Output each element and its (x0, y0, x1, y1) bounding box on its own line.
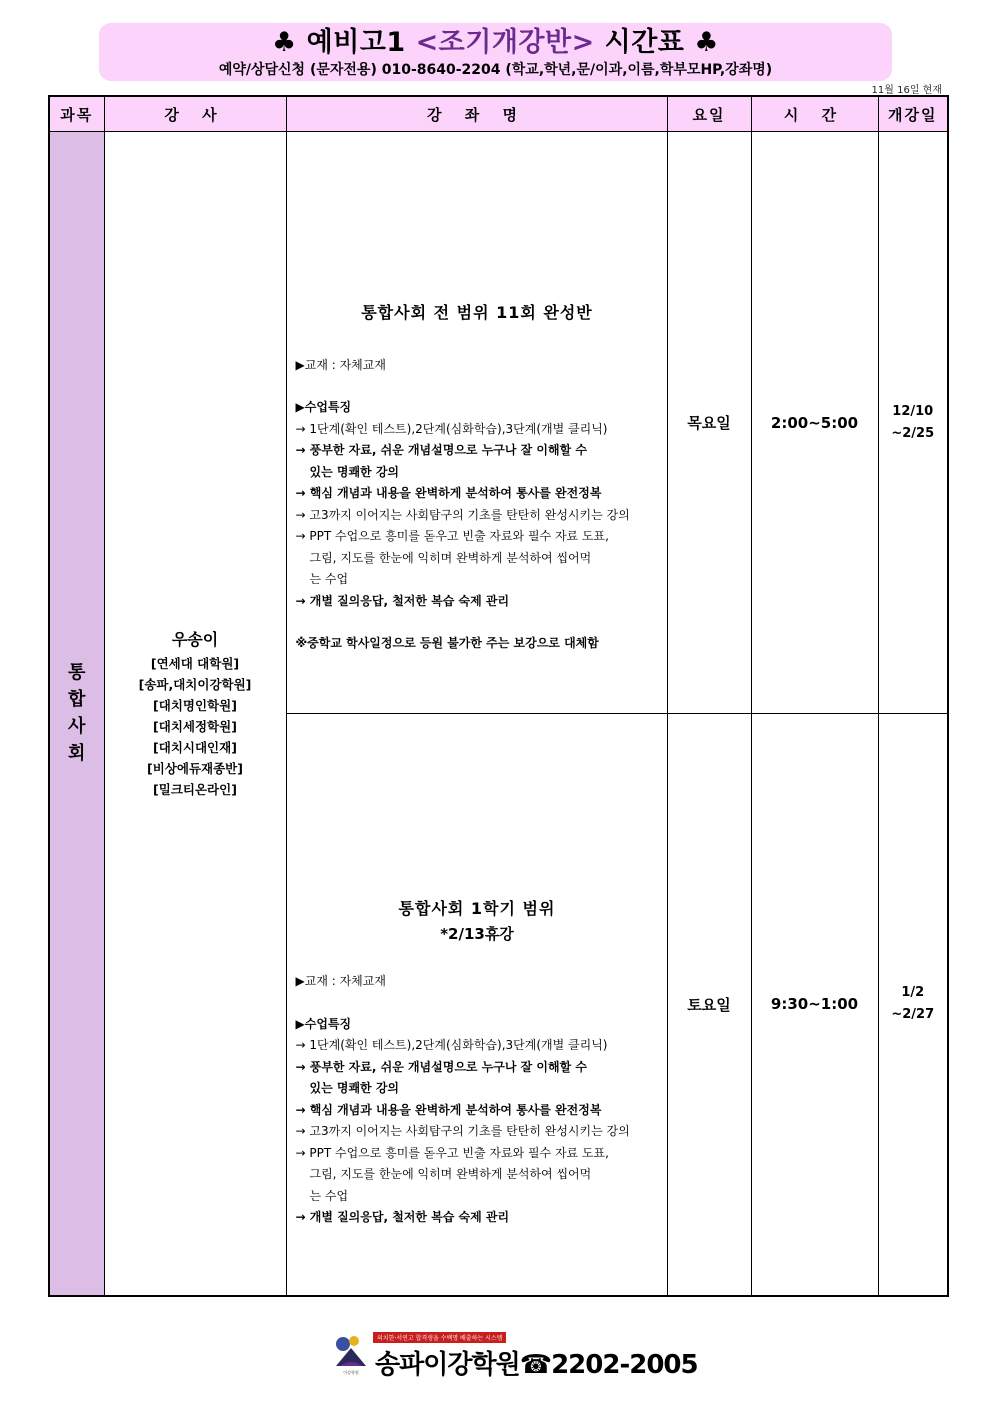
header-time: 시 간 (751, 96, 878, 132)
course-note: *2/13휴강 (440, 924, 514, 943)
contact-subtitle: 예약/상담신청 (문자전용) 010-8640-2204 (학교,학년,문/이과,이름,학부모HP,강좌명) (218, 62, 773, 78)
textbook-line: ▶교재 : 자체교재 (295, 357, 386, 372)
feature-line: → PPT 수업으로 흥미를 돋우고 빈출 자료와 필수 자료 도표, (295, 529, 609, 544)
header-subject: 과목 (49, 96, 104, 132)
start-date-cell (878, 714, 948, 1296)
feature-line: → 고3까지 이어지는 사회탐구의 기초를 탄탄히 완성시키는 강의 (295, 1124, 630, 1138)
header-start: 개강일 (878, 96, 948, 132)
svg-text:이강학원: 이강학원 (343, 1370, 359, 1375)
feature-line: → 고3까지 이어지는 사회탐구의 기초를 탄탄히 완성시키는 강의 (295, 507, 630, 522)
feature-line: → 1단계(확인 테스트),2단계(심화학습),3단계(개별 클리닉) (295, 421, 608, 436)
end-date: ~2/27 (891, 1007, 935, 1023)
page-title: ♣ 예비고1 <조기개강반> 시간표 ♣ (272, 27, 719, 58)
teacher-credential: [송파,대치이강학원] (138, 676, 252, 692)
feature-line: → 개별 질의응답, 철저한 복습 숙제 관리 (295, 593, 510, 608)
teacher-credential: [대치시대인재] (153, 739, 237, 755)
end-date: ~2/25 (891, 425, 935, 441)
start-date: 1/2 (901, 985, 925, 1001)
day-cell: 목요일 (667, 132, 751, 714)
header-row (49, 96, 948, 132)
academy-logo (330, 1330, 372, 1376)
subject-cell: 통 합 사 회 (49, 132, 104, 1296)
feature-line: 있는 명쾌한 강의 (309, 1081, 400, 1095)
feature-line: → 1단계(확인 테스트),2단계(심화학습),3단계(개별 클리닉) (295, 1038, 608, 1052)
feature-line: 는 수업 (309, 572, 349, 587)
teacher-credential: [연세대 대학원] (150, 655, 240, 671)
feature-line: → 풍부한 자료, 쉬운 개념설명으로 누구나 잘 이해할 수 (295, 1059, 587, 1074)
feature-line: 그림, 지도를 한눈에 익히며 완벽하게 분석하여 씹어먹 (309, 550, 592, 565)
course-cell (286, 714, 667, 1296)
title-banner (99, 23, 892, 81)
teacher-credential: [대치세정학원] (153, 718, 237, 734)
feature-line: 그림, 지도를 한눈에 익히며 완벽하게 분석하여 씹어먹 (309, 1167, 592, 1181)
feature-line: → 핵심 개념과 내용을 완벽하게 분석하여 통사를 완전정복 (295, 486, 602, 501)
teacher-credential: [비상에듀재종반] (147, 760, 243, 776)
time-cell: 2:00~5:00 (751, 132, 878, 714)
teacher-cell (104, 132, 286, 1296)
feature-line: → PPT 수업으로 흥미를 돋우고 빈출 자료와 필수 자료 도표, (295, 1145, 609, 1160)
start-date: 12/10 (892, 403, 934, 419)
feature-line: → 개별 질의응답, 철저한 복습 숙제 관리 (295, 1210, 510, 1224)
time-cell: 9:30~1:00 (751, 714, 878, 1296)
day-cell: 토요일 (667, 714, 751, 1296)
header-day: 요일 (667, 96, 751, 132)
course-title: 통합사회 전 범위 11회 완성반 (361, 303, 593, 323)
course-title: 통합사회 1학기 범위 (398, 899, 556, 918)
features-label: ▶수업특징 (295, 400, 352, 415)
feature-line: 있는 명쾌한 강의 (309, 464, 400, 479)
title-highlight: <조기개강반> (415, 27, 595, 58)
table-row (49, 132, 948, 714)
as-of-date: 11월 16일 현재 (871, 85, 942, 96)
academy-footer (330, 1330, 698, 1380)
feature-line: 는 수업 (309, 1188, 349, 1203)
teacher-credential: [대치명인학원] (153, 697, 237, 713)
academy-name-phone: 송파이강학원☎2202-2005 (375, 1350, 698, 1380)
teacher-credential: [밀크티온라인] (153, 781, 237, 797)
feature-line: → 풍부한 자료, 쉬운 개념설명으로 누구나 잘 이해할 수 (295, 443, 587, 458)
remark-line: ※중학교 학사일정으로 등원 불가한 주는 보강으로 대체함 (295, 636, 599, 651)
teacher-name: 우송이 (171, 629, 219, 649)
header-course: 강 좌 명 (286, 96, 667, 132)
features-label: ▶수업특징 (295, 1016, 352, 1031)
footer-slogan: 의치한·서연고 합격생을 수백명 배출하는 시스템 (373, 1332, 506, 1343)
schedule-table (48, 95, 949, 1297)
feature-line: → 핵심 개념과 내용을 완벽하게 분석하여 통사를 완전정복 (295, 1102, 602, 1117)
start-date-cell (878, 132, 948, 714)
course-cell (286, 132, 667, 714)
header-teacher: 강 사 (104, 96, 286, 132)
textbook-line: ▶교재 : 자체교재 (295, 974, 386, 988)
